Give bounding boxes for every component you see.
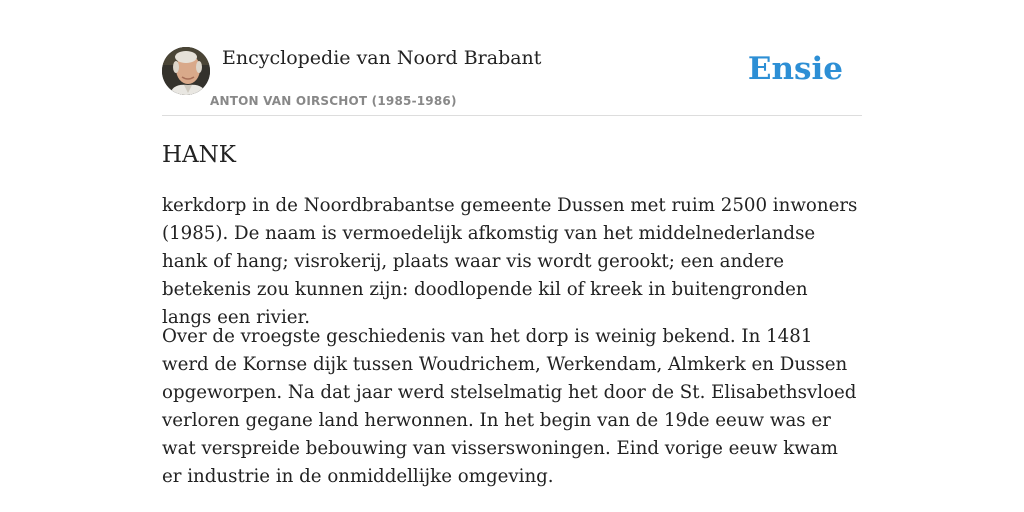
author-portrait-icon	[162, 47, 210, 95]
entry-paragraph: Over de vroegste geschiedenis van het dorp is weinig bekend. In 1481 werd de Kornse dijk tussen Woudrichem, Werkendam, Almkerk en Dussen opgeworpen. Na dat jaar werd stelselmatig het door de St. Elisabethsvloed verloren gegane land herwonnen. In het begin van de 19de eeuw was er wat verspreide bebouwing van visserswoningen. Eind vorige eeuw kwam er industrie in de onmiddellijke omgeving.	[162, 326, 857, 487]
article-header	[162, 0, 862, 116]
ensie-logo[interactable]: Ensie	[747, 51, 843, 87]
entry-paragraph: kerkdorp in de Noordbrabantse gemeente Dussen met ruim 2500 inwoners (1985). De naam is vermoedelijk afkomstig van het middelnederlandse hank of hang; visrokerij, plaats waar vis wordt gerookt; een andere betekenis zou kunnen zijn: doodlopende kil of kreek in buitengronden langs een rivier.	[162, 195, 858, 328]
author-name[interactable]: ANTON VAN OIRSCHOT (1985-1986)	[210, 94, 457, 108]
encyclopedia-title[interactable]: Encyclopedie van Noord Brabant	[222, 47, 542, 69]
entry-title: HANK	[162, 142, 236, 168]
article-page	[162, 0, 862, 512]
author-avatar[interactable]	[162, 47, 210, 95]
